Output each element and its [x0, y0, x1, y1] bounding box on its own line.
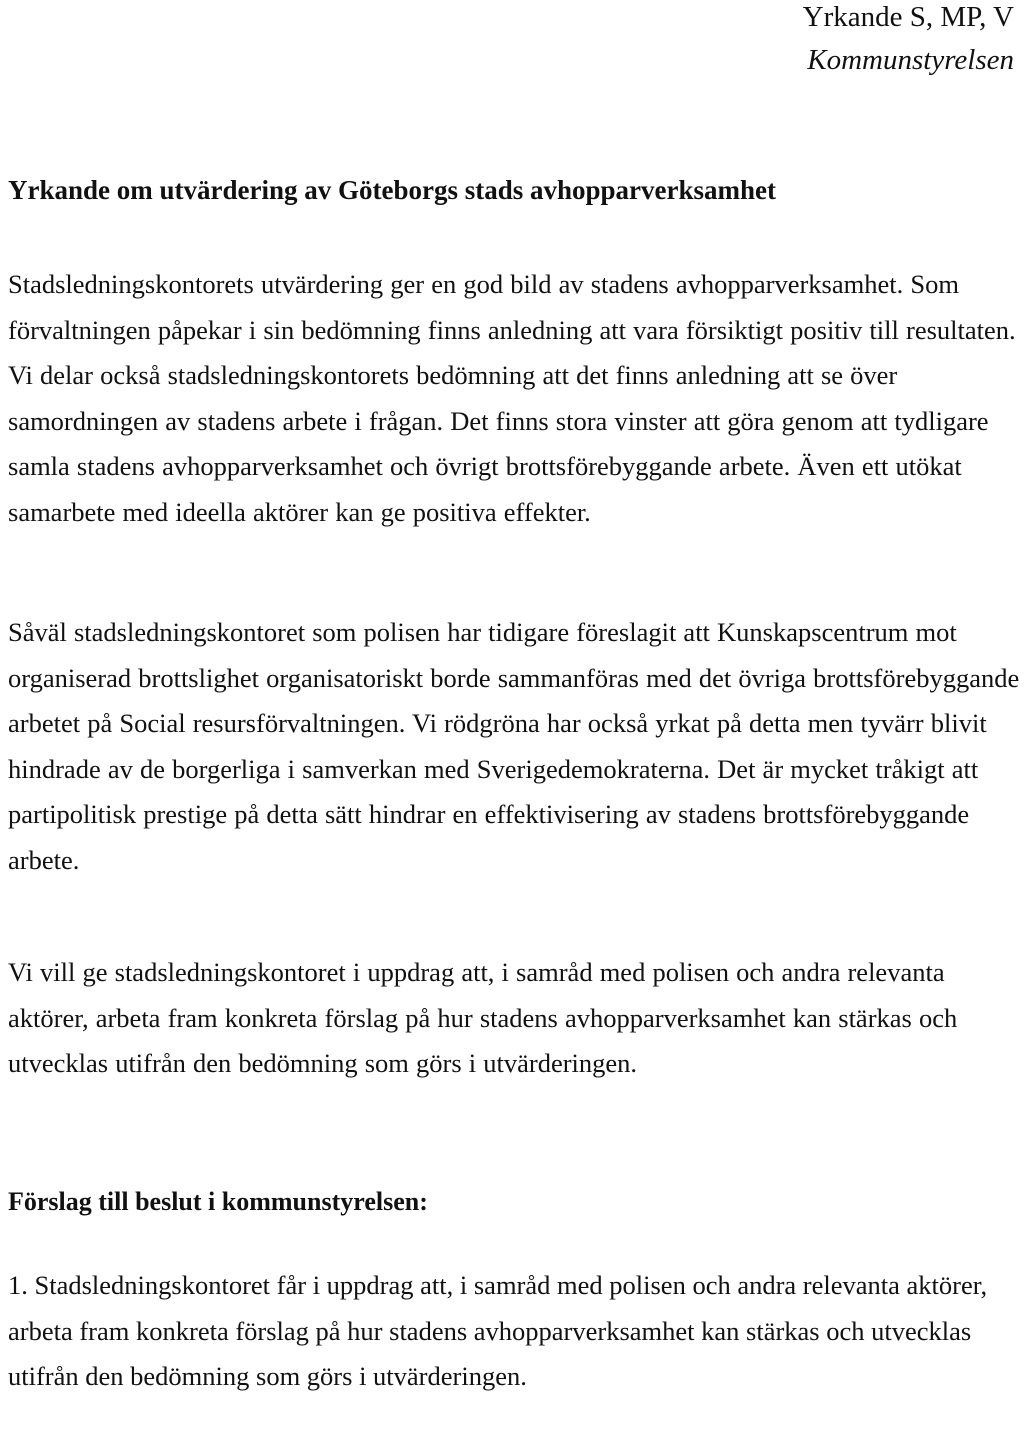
document-header [803, 0, 1014, 77]
body-paragraph-2: Såväl stadsledningskontoret som polisen har tidigare föreslagit att Kunskapscentrum mot organiserad brottslighet organisatoriskt borde sammanföras med det övriga brottsförebyggande arbetet på Social resursförvaltningen. Vi rödgröna har också yrkat på detta men tyvärr blivit hindrade av de borgerliga i samverkan med Sverigedemokraterna. Det är mycket tråkigt att partipolitisk prestige på detta sätt hindrar en effektivisering av stadens brottsförebyggande arbete. [8, 617, 1020, 875]
committee-name: Kommunstyrelsen [807, 44, 1014, 76]
decision-item-1: 1. Stadsledningskontoret får i uppdrag att, i samråd med polisen och andra relevanta aktörer, arbeta fram konkreta förslag på hur stadens avhopparverksamhet kan stärkas och utvecklas utifrån den bedömning som görs i utvärderingen. [8, 1270, 988, 1391]
body-paragraph-3: Vi vill ge stadsledningskontoret i uppdrag att, i samråd med polisen och andra relevanta aktörer, arbeta fram konkreta förslag på hur stadens avhopparverksamhet kan stärkas och utvecklas utifrån den bedömning som görs i utvärderingen. [8, 957, 958, 1078]
body-paragraph-1: Stadsledningskontorets utvärdering ger en god bild av stadens avhopparverksamhet. Som förvaltningen påpekar i sin bedömning finns anledning att vara försiktigt positiv till resultaten. Vi delar också stadsledningskontorets bedömning att det finns anledning att se över samordningen av stadens arbete i frågan. Det finns stora vinster att göra genom att tydligare samla stadens avhopparverksamhet och övrigt brottsförebyggande arbete. Även ett utökat samarbete med ideella aktörer kan ge positiva effekter. [8, 269, 1016, 527]
proposal-parties: Yrkande S, MP, V [802, 1, 1014, 33]
document-title: Yrkande om utvärdering av Göteborgs stads avhopparverksamhet [8, 175, 777, 205]
decision-heading: Förslag till beslut i kommunstyrelsen: [8, 1187, 428, 1216]
